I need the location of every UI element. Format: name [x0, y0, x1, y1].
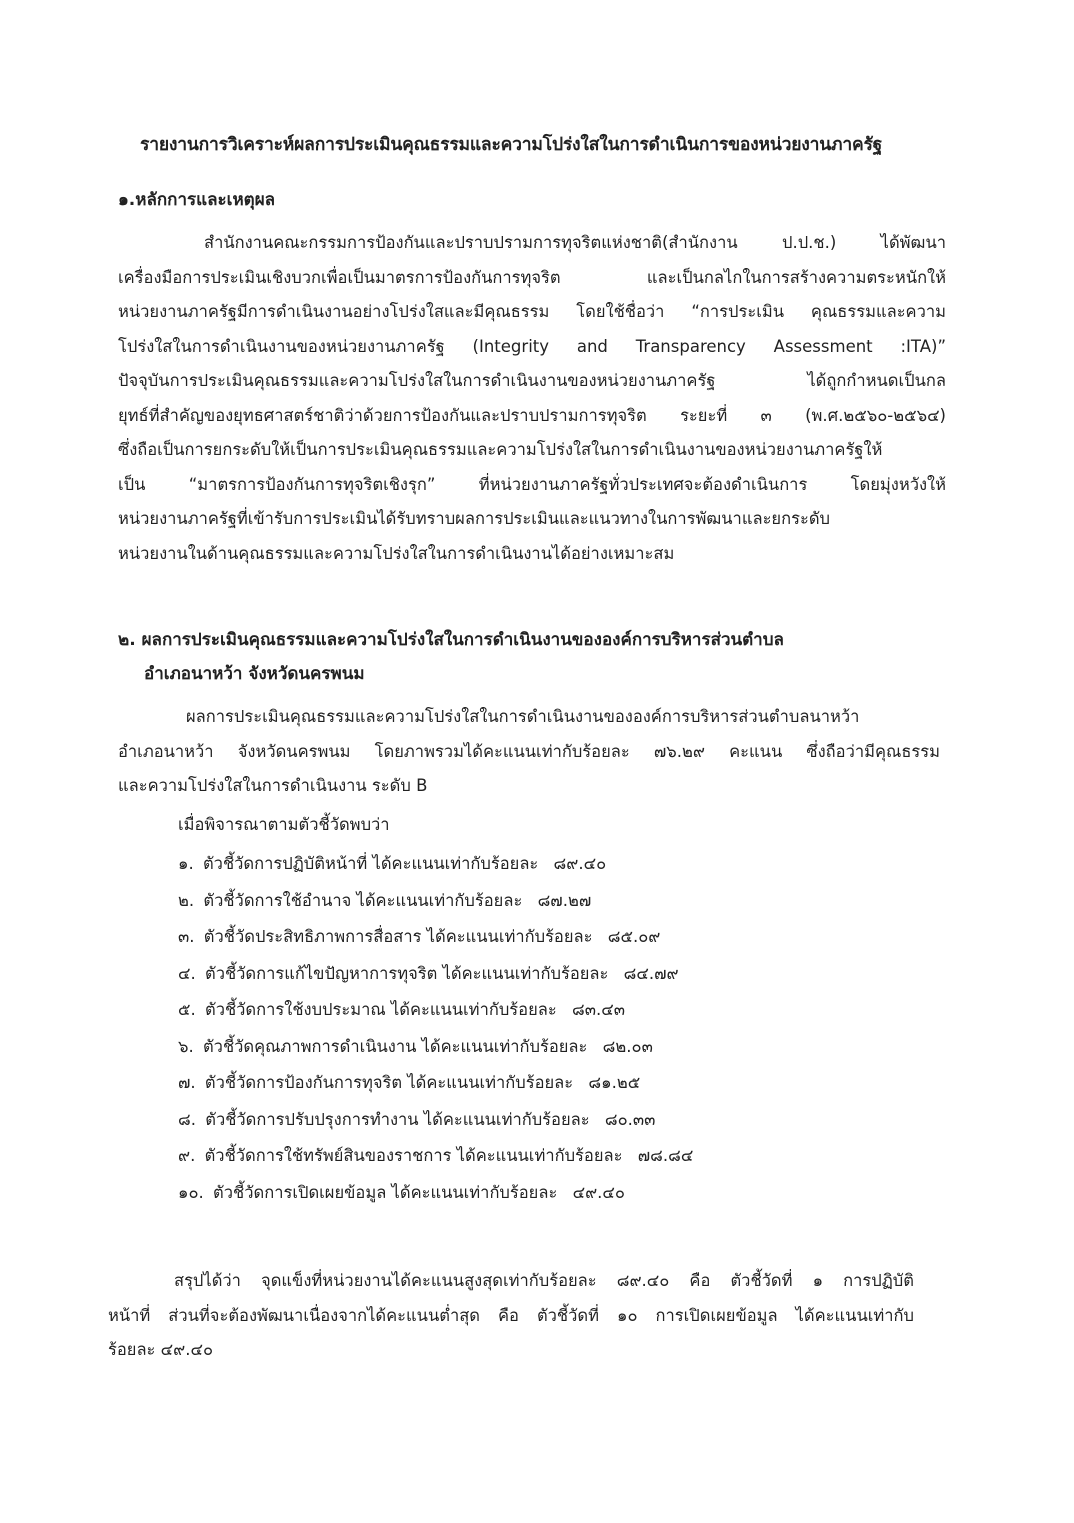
summary-paragraph	[108, 1264, 914, 1368]
indicator-item	[178, 885, 693, 922]
section2-heading-line1: ๒. ผลการประเมินคุณธรรมและความโปร่งใสในการดำเนินงานขององค์การบริหารส่วนตำบล	[118, 630, 784, 650]
document-title: รายงานการวิเคราะห์ผลการประเมินคุณธรรมและความโปร่งใสในการดำเนินการของหน่วยงานภาครัฐ	[140, 135, 883, 155]
indicator-item	[178, 1104, 693, 1141]
paragraph-line: หน่วยงานภาครัฐที่เข้ารับการประเมินได้รับทราบผลการประเมินและแนวทางในการพัฒนาและยกระดับ	[118, 509, 831, 528]
indicator-label: ตัวชี้วัดคุณภาพการดำเนินงาน ได้คะแนนเท่ากับร้อยละ	[202, 1036, 588, 1056]
indicator-score: ๗๘.๘๔	[637, 1146, 694, 1165]
indicator-item	[178, 994, 693, 1031]
paragraph-line: ปัจจุบันการประเมินคุณธรรมและความโปร่งใสในการดำเนินงานของหน่วยงานภาครัฐ ได้ถูกกำหนดเป็นกล	[118, 371, 946, 390]
indicator-list	[178, 848, 693, 1213]
indicator-label: ตัวชี้วัดการเปิดเผยข้อมูล ได้คะแนนเท่ากับร้อยละ	[213, 1182, 558, 1202]
indicator-label: ตัวชี้วัดการใช้งบประมาณ ได้คะแนนเท่ากับร้อยละ	[204, 1000, 557, 1019]
indicator-number: ๒.	[178, 890, 195, 910]
indicator-number: ๖.	[178, 1036, 194, 1056]
indicator-item	[178, 1177, 693, 1214]
indicator-label: ตัวชี้วัดการแก้ไขปัญหาการทุจริต ได้คะแนนเท่ากับร้อยละ	[204, 963, 609, 983]
indicator-number: ๗.	[178, 1073, 196, 1092]
indicator-score: ๘๙.๔๐	[553, 854, 607, 873]
paragraph-line: ซึ่งถือเป็นการยกระดับให้เป็นการประเมินคุณธรรมและความโปร่งใสในการดำเนินงานของหน่วยงานภาครัฐให้	[118, 440, 883, 459]
section2-paragraph	[118, 700, 940, 804]
indicator-score: ๘๔.๗๙	[623, 963, 679, 983]
indicator-number: ๕.	[178, 1000, 196, 1019]
indicator-intro: เมื่อพิจารณาตามตัวชี้วัดพบว่า	[178, 815, 390, 834]
paragraph-line: โปร่งใสในการดำเนินงานของหน่วยงานภาครัฐ (Integrity and Transparency Assessment :ITA)”	[118, 336, 946, 356]
paragraph-line: หน่วยงานในด้านคุณธรรมและความโปร่งใสในการดำเนินงานได้อย่างเหมาะสม	[118, 543, 675, 563]
paragraph-line: เครื่องมือการประเมินเชิงบวกเพื่อเป็นมาตรการป้องกันการทุจริต และเป็นกลไกในการสร้างความตระหนักให้	[118, 267, 946, 287]
indicator-score: ๘๒.๐๓	[602, 1036, 653, 1056]
paragraph-line: สำนักงานคณะกรรมการป้องกันและปราบปรามการทุจริตแห่งชาติ(สำนักงาน ป.ป.ช.) ได้พัฒนา	[204, 233, 946, 252]
indicator-score: ๔๙.๔๐	[572, 1182, 625, 1202]
indicator-label: ตัวชี้วัดการปฏิบัติหน้าที่ ได้คะแนนเท่ากับร้อยละ	[202, 854, 539, 873]
indicator-score: ๘๑.๒๕	[588, 1073, 641, 1092]
paragraph-line: หน่วยงานภาครัฐมีการดำเนินงานอย่างโปร่งใสและมีคุณธรรม โดยใช้ชื่อว่า “การประเมิน คุณธรรมและความ	[118, 302, 946, 321]
paragraph-line: อำเภอนาหว้า จังหวัดนครพนม โดยภาพรวมได้คะแนนเท่ากับร้อยละ ๗๖.๒๙ คะแนน ซึ่งถือว่ามีคุณธรรม	[118, 741, 940, 761]
indicator-label: ตัวชี้วัดการป้องกันการทุจริต ได้คะแนนเท่ากับร้อยละ	[204, 1073, 574, 1092]
indicator-label: ตัวชี้วัดการปรับปรุงการทำงาน ได้คะแนนเท่ากับร้อยละ	[205, 1109, 590, 1129]
indicator-item	[178, 1067, 693, 1104]
indicator-number: ๙.	[178, 1146, 196, 1165]
indicator-item	[178, 1140, 693, 1177]
indicator-score: ๘๓.๔๓	[571, 1000, 625, 1019]
indicator-item	[178, 921, 693, 958]
indicator-item	[178, 848, 693, 885]
paragraph-line: เป็น “มาตรการป้องกันการทุจริตเชิงรุก” ที่หน่วยงานภาครัฐทั่วประเทศจะต้องดำเนินการ โดยมุ่งหวังให้	[118, 474, 946, 494]
indicator-number: ๔.	[178, 963, 196, 983]
paragraph-line: ยุทธ์ที่สำคัญของยุทธศาสตร์ชาติว่าด้วยการป้องกันและปราบปรามการทุจริต ระยะที่ ๓ (พ.ศ.๒๕๖๐-๒๕๖๔)	[118, 405, 946, 425]
section2-heading-line2: อำเภอนาหว้า จังหวัดนครพนม	[144, 664, 365, 684]
indicator-label: ตัวชี้วัดประสิทธิภาพการสื่อสาร ได้คะแนนเท่ากับร้อยละ	[203, 927, 593, 946]
indicator-score: ๘๗.๒๗	[537, 890, 592, 910]
indicator-score: ๘๐.๓๓	[604, 1109, 656, 1129]
indicator-label: ตัวชี้วัดการใช้ทรัพย์สินของราชการ ได้คะแนนเท่ากับร้อยละ	[204, 1146, 623, 1165]
indicator-number: ๘.	[178, 1109, 196, 1129]
indicator-item	[178, 958, 693, 995]
indicator-number: ๑.	[178, 854, 194, 873]
indicator-number: ๑๐.	[178, 1182, 204, 1202]
paragraph-line: หน้าที่ ส่วนที่จะต้องพัฒนาเนื่องจากได้คะแนนต่ำสุด คือ ตัวชี้วัดที่ ๑๐ การเปิดเผยข้อมูล ได้คะแนนเท่ากับ	[108, 1305, 914, 1325]
paragraph-line: และความโปร่งใสในการดำเนินงาน ระดับ B	[118, 776, 428, 795]
paragraph-line: ร้อยละ ๔๙.๔๐	[108, 1340, 214, 1359]
paragraph-line: ผลการประเมินคุณธรรมและความโปร่งใสในการดำเนินงานขององค์การบริหารส่วนตำบลนาหว้า	[186, 707, 860, 726]
section1-paragraph	[118, 226, 946, 571]
indicator-number: ๓.	[178, 927, 195, 946]
section1-heading: ๑.หลักการและเหตุผล	[118, 190, 276, 210]
paragraph-line: สรุปได้ว่า จุดแข็งที่หน่วยงานได้คะแนนสูงสุดเท่ากับร้อยละ ๘๙.๔๐ คือ ตัวชี้วัดที่ ๑ การปฏิบัติ	[174, 1271, 914, 1290]
indicator-score: ๘๕.๐๙	[607, 927, 661, 946]
indicator-item	[178, 1031, 693, 1068]
indicator-label: ตัวชี้วัดการใช้อำนาจ ได้คะแนนเท่ากับร้อยละ	[203, 890, 523, 910]
